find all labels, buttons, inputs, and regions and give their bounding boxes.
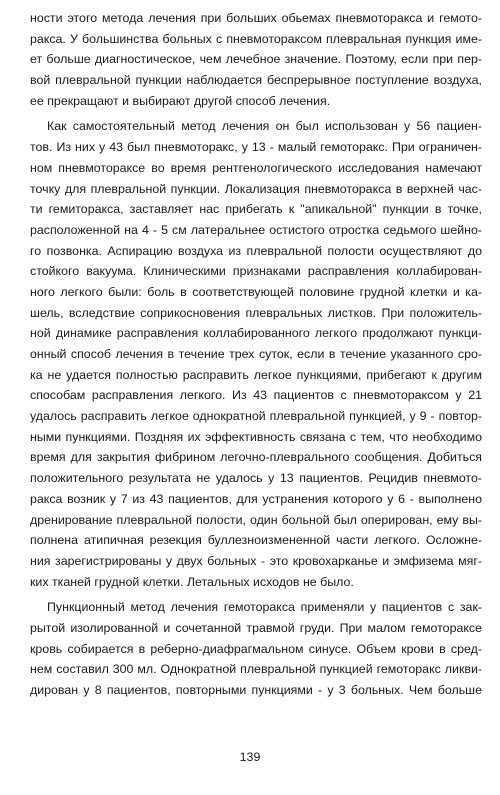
- text-line: го позвонка. Аспирацию воздуха из плевральной полости осуществляют до: [30, 243, 482, 258]
- paragraph: [30, 597, 482, 700]
- text-line: онный способ лечения в течение трех суток, если в течение указанного сро-: [30, 347, 482, 361]
- text-line: точку для плевральной пункции. Локализация пневмоторакса в верхней час-: [30, 181, 482, 196]
- document-body: [30, 8, 482, 701]
- text-line: расположенной на 4 - 5 см латеральнее остистого отростка седьмого шейно-: [30, 222, 482, 237]
- text-line: ка не удается полностью расправить легкое пункциями, прибегают к другим: [30, 367, 482, 382]
- text-line: дирован у 8 пациентов, повторными пункциями - у 3 больных. Чем больше: [30, 683, 482, 697]
- page-number: 139: [239, 750, 261, 764]
- text-line: удалось расправить легкое однократной плевральной пункцией, у 9 - повтор-: [30, 409, 482, 424]
- text-line: ракса возник у 7 из 43 пациентов, для устранения которого у 6 - выполнено: [30, 491, 482, 506]
- text-line: полнена атипичная резекция буллезноизмененной части легкого. Осложне-: [30, 533, 482, 548]
- text-line: кровь собирается в реберно-диафрагмальном синусе. Объем крови в сред-: [30, 641, 482, 656]
- text-line: тов. Из них у 43 был пневмоторакс, у 13 - малый гемоторакс. При ограничен-: [30, 140, 482, 155]
- text-line: ния зарегистрированы у двух больных - это кровохарканье и эмфизема мяг-: [30, 553, 482, 568]
- text-line: Пункционный метод лечения гемоторакса применяли у пациентов с зак-: [47, 600, 482, 615]
- text-line: нем составил 300 мл. Однократной плевральной пункцией гемоторакс ликви-: [30, 662, 482, 677]
- text-line: ности этого метода лечения при больших обьемах пневмоторакса и гемото-: [30, 11, 482, 25]
- text-line: вой плевральной пункции наблюдается беспрерывное поступление воздуха,: [30, 73, 482, 88]
- text-line: ких тканей грудной клетки. Летальных исходов не было.: [30, 574, 354, 589]
- text-line: ракса. У большинства больных с пневмотораксом плевральная пункция име-: [30, 31, 482, 46]
- paragraph: [30, 8, 482, 111]
- text-line: шель, вследствие соприкосновения плевральных листков. При положитель-: [30, 305, 482, 320]
- text-line: положительного результата не удалось у 13 пациентов. Рецидив пневмото-: [30, 471, 482, 486]
- text-line: ти гемиторакса, заставляет нас прибегать к "апикальной" пункции в точке,: [30, 202, 482, 217]
- text-line: ет больше диагностическое, чем лечебное значение. Поэтому, если при пер-: [30, 52, 482, 67]
- text-line: способам расправления легкого. Из 43 пациентов с пневмотораксом у 21: [30, 388, 482, 403]
- paragraph: [30, 116, 482, 592]
- text-line: рытой изолированной и сочетанной травмой груди. При малом гемотораксе: [30, 620, 482, 635]
- text-line: ными пункциями. Поздняя их эффективность связана с тем, что необходимо: [30, 429, 482, 444]
- text-line: Как самостоятельный метод лечения он был использован у 56 пациен-: [47, 119, 482, 134]
- text-line: ном пневмотораксе во время рентгенологического исследования намечают: [30, 160, 482, 175]
- text-line: дренирование плевральной полости, один больной был оперирован, ему вы-: [30, 512, 482, 527]
- text-line: время для закрытия фибрином легочно-плеврального сообщения. Добиться: [30, 450, 482, 465]
- text-line: ее прекращают и выбирают другой способ лечения.: [30, 93, 331, 108]
- text-line: ного легкого были: боль в соответствующей половине грудной клетки и ка-: [30, 284, 482, 299]
- text-line: ной динамике расправления коллабированного легкого продолжают пункци-: [30, 326, 482, 341]
- text-line: стойкого вакуума. Клиническими признаками расправления коллабирован-: [30, 264, 482, 279]
